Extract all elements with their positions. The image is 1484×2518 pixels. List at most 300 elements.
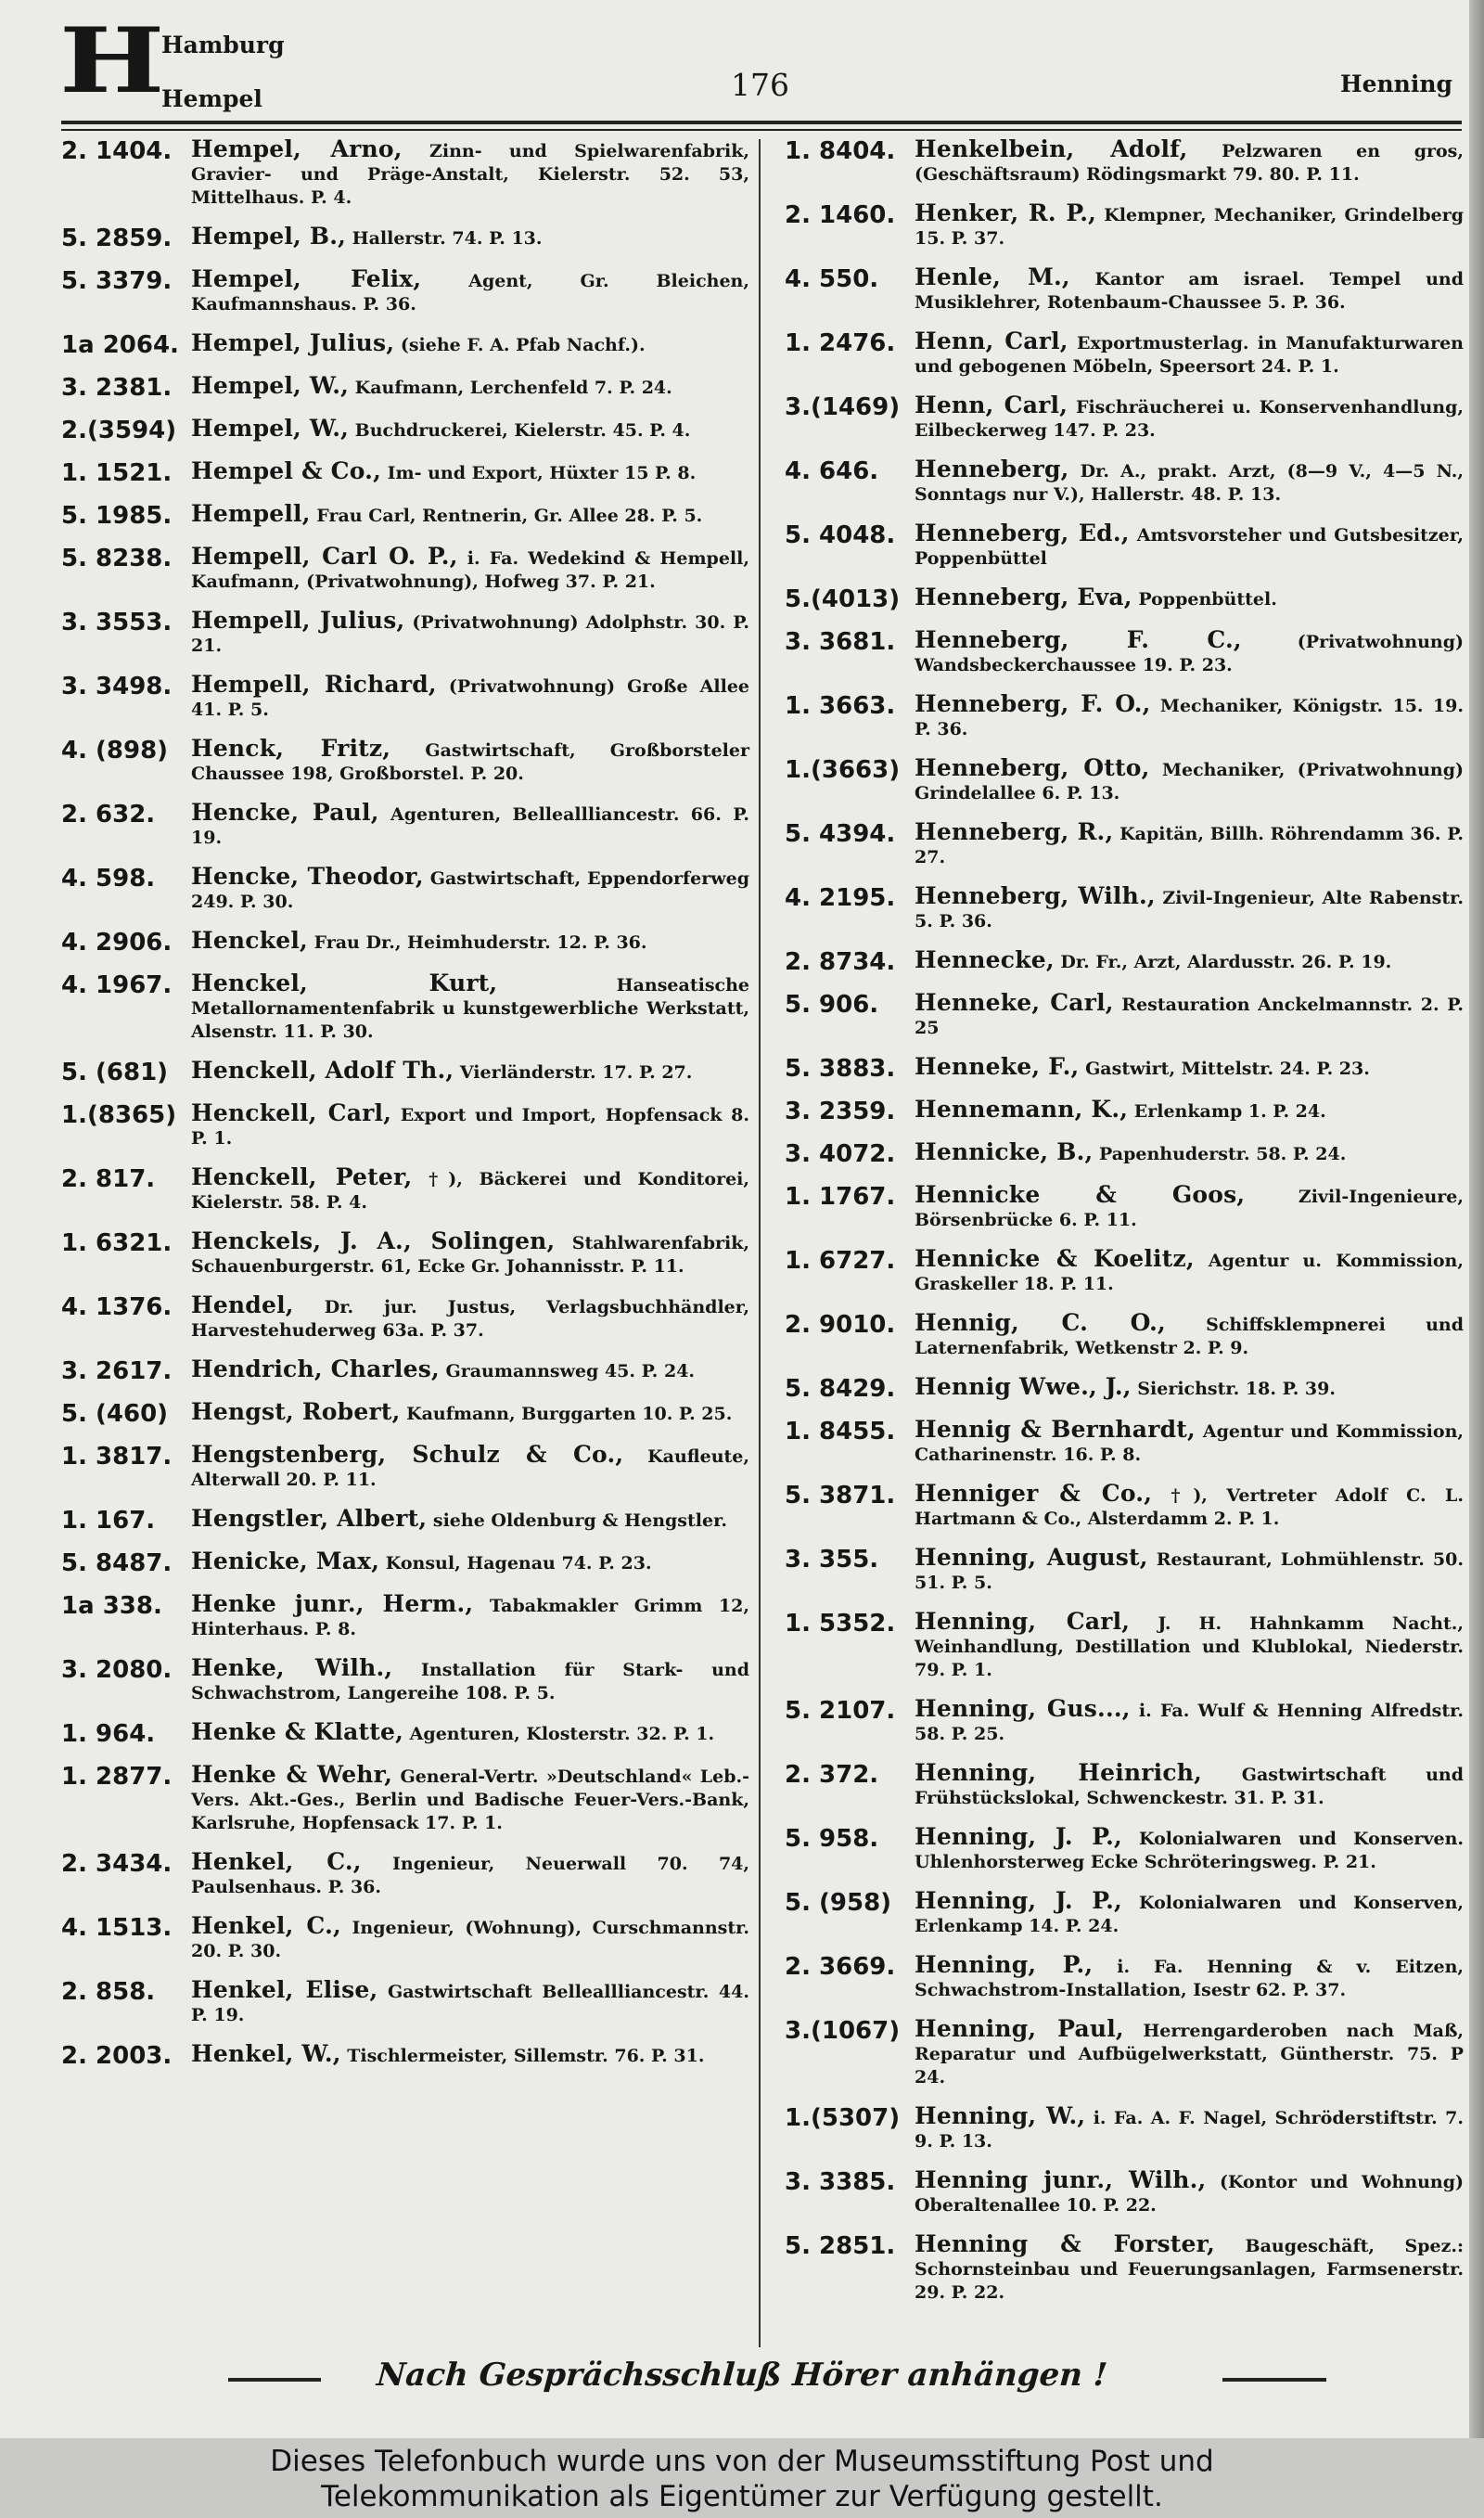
entry-text <box>915 884 1464 933</box>
subscriber-name: Henning, August, <box>915 1544 1148 1571</box>
entry-text <box>915 137 1464 186</box>
subscriber-name: Hempel, Arno, <box>191 135 403 162</box>
subscriber-details: Agentur und Kommission, Catharinenstr. 16. P. 8. <box>915 1421 1465 1465</box>
entry-text <box>915 991 1464 1040</box>
entry-text <box>915 692 1464 741</box>
entry-text <box>915 2104 1464 2153</box>
directory-entry <box>61 1101 749 1150</box>
phone-number: 4. 550. <box>785 265 879 293</box>
directory-entry <box>785 2168 1464 2217</box>
subscriber-details: i. Fa. Henning & v. Eitzen, Schwachstrom-Installation, Isestr 62. P. 37. <box>915 1957 1464 2000</box>
directory-entry <box>785 137 1464 186</box>
subscriber-name: Henning, J. P., <box>915 1887 1122 1914</box>
subscriber-details: †), Vertreter Adolf C. L. Hartmann & Co., Alsterdamm 2. P. 1. <box>915 1485 1464 1529</box>
entry-text <box>191 1165 749 1214</box>
directory-entry <box>785 1610 1464 1682</box>
subscriber-details: Graumannsweg 45. P. 24. <box>439 1361 696 1381</box>
subscriber-details: Im- und Export, Hüxter 15 P. 8. <box>380 463 697 483</box>
entry-text <box>915 1311 1464 1360</box>
header-rule-thin <box>61 129 1462 131</box>
entry-text <box>915 1953 1464 2002</box>
subscriber-details: Kolonialwaren und Konserven, Erlenkamp 14. P. 24. <box>915 1893 1464 1936</box>
subscriber-name: Hencke, Theodor, <box>191 863 424 890</box>
subscriber-details: Herrengarderoben nach Maß, Reparatur und Aufbügelwerkstatt, Güntherstr. 75. P 24. <box>915 2021 1464 2088</box>
directory-entry <box>61 609 749 658</box>
directory-entry <box>785 201 1464 251</box>
subscriber-details: Dr. jur. Justus, Verlagsbuchhändler, Harvestehuderweg 63a. P. 37. <box>191 1297 749 1341</box>
directory-entry <box>785 1183 1464 1232</box>
entry-text <box>191 1656 749 1705</box>
subscriber-details: Kolonialwaren und Konserven. Uhlenhorsterweg Ecke Schröteringsweg. P. 21. <box>915 1829 1464 1872</box>
subscriber-details: Gastwirtschaft Belleallliancestr. 44. P. 19. <box>191 1982 749 2025</box>
subscriber-details: (Privatwohnung) Große Allee 41. P. 5. <box>191 676 749 720</box>
directory-entry <box>61 1720 749 1748</box>
phone-number: 3. 4072. <box>785 1140 896 1168</box>
subscriber-name: Henning & Forster, <box>915 2230 1216 2257</box>
phone-number: 5. (958) <box>785 1889 892 1917</box>
subscriber-name: Hengstler, Albert, <box>191 1505 428 1532</box>
entry-text <box>915 2017 1464 2089</box>
page-header <box>0 0 1484 139</box>
phone-number: 5.(4013) <box>785 585 901 613</box>
phone-number: 2. 3669. <box>785 1953 896 1981</box>
subscriber-details: Gastwirtschaft und Frühstückslokal, Schwenckestr. 31. P. 31. <box>915 1765 1464 1808</box>
subscriber-name: Henneke, F., <box>915 1053 1080 1080</box>
directory-entry <box>61 459 749 487</box>
directory-entry <box>61 267 749 316</box>
directory-entry <box>61 1549 749 1577</box>
directory-entry <box>61 1229 749 1278</box>
subscriber-details: Papenhuderstr. 58. P. 24. <box>1093 1144 1347 1164</box>
entry-text <box>915 1140 1464 1168</box>
entry-text <box>915 1610 1464 1682</box>
subscriber-name: Henning, Paul, <box>915 2015 1124 2042</box>
entry-text <box>191 1978 749 2027</box>
phone-number: 5. 8429. <box>785 1375 896 1403</box>
phone-number: 1. 3663. <box>785 692 896 720</box>
directory-entry <box>61 971 749 1044</box>
directory-entry <box>61 1165 749 1214</box>
subscriber-name: Henn, Carl, <box>915 328 1068 354</box>
entry-text <box>191 417 749 444</box>
directory-entry <box>61 1443 749 1492</box>
entry-text <box>915 457 1464 507</box>
subscriber-name: Henckels, J. A., Solingen, <box>191 1227 556 1254</box>
subscriber-name: Hennig & Bernhardt, <box>915 1416 1196 1443</box>
phone-number: 2. 2003. <box>61 2042 173 2070</box>
directory-entry <box>785 1825 1464 1874</box>
subscriber-name: Hempell, Carl O. P., <box>191 543 458 570</box>
subscriber-name: Hennemann, K., <box>915 1096 1129 1123</box>
subscriber-name: Henniger & Co., <box>915 1480 1153 1507</box>
directory-entry <box>61 545 749 594</box>
entry-text <box>915 393 1464 443</box>
subscriber-details: Frau Carl, Rentnerin, Gr. Allee 28. P. 5. <box>310 506 703 526</box>
subscriber-name: Hempel, W., <box>191 372 350 399</box>
directory-entry <box>785 1375 1464 1403</box>
phone-number: 3. 2080. <box>61 1656 173 1684</box>
attribution-banner <box>0 2438 1484 2518</box>
directory-entry <box>61 502 749 530</box>
directory-entry <box>61 225 749 252</box>
subscriber-details: (siehe F. A. Pfab Nachf.). <box>394 335 646 355</box>
subscriber-details: Erlenkamp 1. P. 24. <box>1128 1101 1326 1122</box>
phone-number: 4. 1376. <box>61 1293 173 1321</box>
phone-number: 5. 3379. <box>61 267 173 295</box>
directory-entry <box>61 1914 749 1963</box>
directory-entry <box>61 417 749 444</box>
subscriber-details: Frau Dr., Heimhuderstr. 12. P. 36. <box>307 932 647 953</box>
subscriber-name: Henneberg, Wilh., <box>915 882 1156 909</box>
subscriber-name: Henckel, Kurt, <box>191 970 498 996</box>
phone-number: 1. 5352. <box>785 1610 896 1638</box>
subscriber-details: Dr. A., prakt. Arzt, (8—9 V., 4—5 N., Sonntags nur V.), Hallerstr. 48. P. 13. <box>915 461 1464 505</box>
entry-text <box>915 2168 1464 2217</box>
subscriber-name: Henning, Carl, <box>915 1608 1131 1635</box>
phone-number: 5. (681) <box>61 1059 169 1086</box>
entry-text <box>191 1850 749 1899</box>
phone-number: 1. 1521. <box>61 459 173 487</box>
subscriber-name: Henning, Heinrich, <box>915 1759 1203 1786</box>
subscriber-name: Hennicke & Goos, <box>915 1181 1246 1208</box>
header-city: Hamburg <box>161 32 285 58</box>
entry-text <box>191 929 749 957</box>
directory-entry <box>785 2232 1464 2305</box>
entry-text <box>191 1592 749 1641</box>
entry-text <box>191 545 749 594</box>
subscriber-name: Henker, R. P., <box>915 199 1097 226</box>
phone-number: 4. 2195. <box>785 884 896 912</box>
directory-entry <box>785 1140 1464 1168</box>
phone-number: 4. 2906. <box>61 929 173 957</box>
entry-text <box>191 1507 749 1535</box>
left-column <box>61 137 749 2085</box>
entry-text <box>915 329 1464 379</box>
subscriber-details: Dr. Fr., Arzt, Alardusstr. 26. P. 19. <box>1054 952 1392 972</box>
entry-text <box>915 2232 1464 2305</box>
subscriber-details: Kantor am israel. Tempel und Musiklehrer, Rotenbaum-Chaussee 5. P. 36. <box>915 269 1464 313</box>
subscriber-details: Zivil-Ingenieur, Alte Rabenstr. 5. P. 36. <box>915 888 1464 931</box>
phone-number: 5. 958. <box>785 1825 879 1853</box>
phone-number: 1. 1767. <box>785 1183 896 1211</box>
phone-number: 5. 2859. <box>61 225 173 252</box>
right-column <box>785 137 1464 2319</box>
phone-number: 1.(8365) <box>61 1101 177 1129</box>
entry-text <box>915 1697 1464 1746</box>
subscriber-name: Hempel, W., <box>191 415 350 442</box>
subscriber-name: Henle, M., <box>915 263 1070 290</box>
subscriber-details: Buchdruckerei, Kielerstr. 45. P. 4. <box>349 420 691 441</box>
entry-text <box>191 1400 749 1428</box>
phone-number: 2. 8734. <box>785 948 896 976</box>
header-last-name: Henning <box>1339 71 1452 97</box>
subscriber-details: i. Fa. Wulf & Henning Alfredstr. 58. P. 25. <box>915 1701 1464 1744</box>
subscriber-name: Hengst, Robert, <box>191 1398 401 1425</box>
subscriber-name: Henckell, Carl, <box>191 1099 392 1126</box>
directory-entry <box>785 1953 1464 2002</box>
subscriber-details: Mechaniker, (Privatwohnung) Grindelallee 6. P. 13. <box>915 760 1464 803</box>
directory-entry <box>785 1247 1464 1296</box>
subscriber-name: Henning, W., <box>915 2102 1086 2129</box>
directory-entry <box>785 1098 1464 1125</box>
subscriber-details: Kaufmann, Lerchenfeld 7. P. 24. <box>349 378 672 398</box>
phone-number: 1. 6321. <box>61 1229 173 1257</box>
directory-entry <box>61 1592 749 1641</box>
subscriber-details: Agentur u. Kommission, Graskeller 18. P. 11. <box>915 1251 1464 1294</box>
entry-text <box>191 1763 749 1835</box>
entry-text <box>191 374 749 402</box>
directory-entry <box>61 1507 749 1535</box>
phone-number: 4. 1513. <box>61 1914 173 1942</box>
subscriber-details: Hallerstr. 74. P. 13. <box>346 228 543 249</box>
phone-number: 4. 1967. <box>61 971 173 999</box>
subscriber-name: Henke & Klatte, <box>191 1718 404 1745</box>
phone-number: 3. 3681. <box>785 628 896 656</box>
directory-entry <box>61 1400 749 1428</box>
directory-entry <box>785 991 1464 1040</box>
subscriber-name: Hennecke, <box>915 946 1055 973</box>
entry-text <box>191 1549 749 1577</box>
entry-text <box>191 459 749 487</box>
subscriber-details: Kaufmann, Burggarten 10. P. 25. <box>400 1404 733 1424</box>
directory-entry <box>785 585 1464 613</box>
subscriber-name: Hempel, Felix, <box>191 265 422 292</box>
directory-entry <box>785 756 1464 805</box>
phone-number: 1. 964. <box>61 1720 156 1748</box>
directory-entry <box>61 331 749 359</box>
subscriber-name: Henning, P., <box>915 1951 1094 1978</box>
directory-entry <box>61 929 749 957</box>
entry-text <box>191 865 749 914</box>
subscriber-details: (Privatwohnung) Wandsbeckerchaussee 19. P. 23. <box>915 632 1464 675</box>
directory-entry <box>61 1978 749 2027</box>
subscriber-details: Tischlermeister, Sillemstr. 76. P. 31. <box>340 2046 705 2066</box>
subscriber-details: Installation für Stark- und Schwachstrom, Langereihe 108. P. 5. <box>191 1660 750 1703</box>
entry-text <box>915 948 1464 976</box>
directory-entry <box>785 692 1464 741</box>
subscriber-name: Henkel, C., <box>191 1848 362 1875</box>
phone-number: 3.(1067) <box>785 2017 901 2045</box>
subscriber-name: Henning junr., Wilh., <box>915 2166 1207 2193</box>
phone-number: 5. 4048. <box>785 521 896 549</box>
page-number: 176 <box>731 67 789 103</box>
subscriber-name: Henck, Fritz, <box>191 735 391 762</box>
directory-entry <box>61 801 749 850</box>
entry-text <box>191 1914 749 1963</box>
entry-text <box>915 1247 1464 1296</box>
subscriber-name: Hempell, Julius, <box>191 607 405 634</box>
phone-number: 2. 3434. <box>61 1850 173 1878</box>
phone-number: 5. 906. <box>785 991 879 1019</box>
directory-entry <box>785 329 1464 379</box>
phone-number: 1. 2476. <box>785 329 896 357</box>
scan-edge <box>1469 0 1484 2438</box>
subscriber-details: Exportmusterlag. in Manufakturwaren und gebogenen Möbeln, Speersort 24. P. 1. <box>915 333 1464 377</box>
entry-text <box>915 521 1464 571</box>
subscriber-name: Hennig Wwe., J., <box>915 1373 1132 1400</box>
phone-number: 5. 8238. <box>61 545 173 572</box>
phone-number: 4. (898) <box>61 737 169 764</box>
phone-number: 5. 4394. <box>785 820 896 848</box>
subscriber-details: Restaurant, Lohmühlenstr. 50. 51. P. 5. <box>915 1549 1464 1593</box>
subscriber-name: Henneberg, F. O., <box>915 690 1151 717</box>
entry-text <box>915 1761 1464 1810</box>
subscriber-name: Henckel, <box>191 927 308 954</box>
directory-entry <box>785 1697 1464 1746</box>
directory-entry <box>61 2042 749 2070</box>
entry-text <box>191 1059 749 1086</box>
directory-entry <box>61 865 749 914</box>
subscriber-name: Hennicke & Koelitz, <box>915 1245 1195 1272</box>
phone-number: 3. 3385. <box>785 2168 896 2196</box>
entry-text <box>915 628 1464 677</box>
directory-entry <box>785 1311 1464 1360</box>
directory-entry <box>785 457 1464 507</box>
attribution-line-1: Dieses Telefonbuch wurde uns von der Museumsstiftung Post und <box>270 2445 1214 2478</box>
subscriber-details: Zivil-Ingenieure, Börsenbrücke 6. P. 11. <box>915 1187 1464 1230</box>
directory-entry <box>785 2017 1464 2089</box>
subscriber-details: Gastwirtschaft, Großborsteler Chaussee 198, Großborstel. P. 20. <box>191 740 749 784</box>
entry-text <box>191 971 749 1044</box>
subscriber-details: Stahlwarenfabrik, Schauenburgerstr. 61, Ecke Gr. Johannisstr. P. 11. <box>191 1233 749 1277</box>
phone-number: 3. 2617. <box>61 1357 173 1385</box>
subscriber-name: Henn, Carl, <box>915 392 1068 418</box>
entry-text <box>915 1418 1464 1467</box>
directory-entry <box>785 1546 1464 1595</box>
phone-number: 1. 167. <box>61 1507 156 1535</box>
phone-number: 3.(1469) <box>785 393 901 421</box>
entry-text <box>915 1098 1464 1125</box>
entry-text <box>191 801 749 850</box>
entry-text <box>915 1482 1464 1531</box>
phone-number: 4. 646. <box>785 457 879 485</box>
subscriber-details: Export und Import, Hopfensack 8. P. 1. <box>191 1105 749 1149</box>
directory-entry <box>785 1418 1464 1467</box>
subscriber-name: Henneke, Carl, <box>915 989 1114 1016</box>
subscriber-name: Henicke, Max, <box>191 1548 380 1574</box>
entry-text <box>191 1357 749 1385</box>
directory-entry <box>61 737 749 786</box>
subscriber-name: Henke, Wilh., <box>191 1654 393 1681</box>
phone-number: 5. (460) <box>61 1400 169 1428</box>
subscriber-details: (Privatwohnung) Adolphstr. 30. P. 21. <box>191 612 749 656</box>
phone-number: 1.(5307) <box>785 2104 901 2132</box>
subscriber-name: Henkel, C., <box>191 1912 341 1939</box>
subscriber-details: Konsul, Hagenau 74. P. 23. <box>379 1553 652 1574</box>
subscriber-details: Ingenieur, (Wohnung), Curschmannstr. 20. P. 30. <box>191 1918 749 1961</box>
subscriber-name: Henkel, W., <box>191 2040 341 2067</box>
subscriber-details: Gastwirtschaft, Eppendorferweg 249. P. 30. <box>191 868 749 912</box>
subscriber-details: Poppenbüttel. <box>1132 589 1277 610</box>
entry-text <box>915 1183 1464 1232</box>
subscriber-details: Agenturen, Belleallliancestr. 66. P. 19. <box>191 804 749 848</box>
entry-text <box>191 609 749 658</box>
entry-text <box>191 502 749 530</box>
subscriber-name: Henckell, Adolf Th., <box>191 1057 454 1084</box>
subscriber-name: Henke & Wehr, <box>191 1761 393 1788</box>
entry-text <box>191 2042 749 2070</box>
subscriber-name: Hendel, <box>191 1291 294 1318</box>
subscriber-details: Zinn- und Spielwarenfabrik, Gravier- und Präge-Anstalt, Kielerstr. 52. 53, Mittelhaus. P. 4. <box>191 141 749 208</box>
subscriber-name: Henneberg, Ed., <box>915 520 1130 546</box>
phone-number: 5. 2851. <box>785 2232 896 2260</box>
subscriber-name: Henkel, Elise, <box>191 1976 378 2003</box>
directory-entry <box>785 820 1464 869</box>
subscriber-details: i. Fa. A. F. Nagel, Schröderstiftstr. 7. 9. P. 13. <box>915 2108 1464 2152</box>
phone-number: 3. 2359. <box>785 1098 896 1125</box>
entry-text <box>915 585 1464 613</box>
phone-number: 1. 2877. <box>61 1763 173 1791</box>
phone-number: 2. 9010. <box>785 1311 896 1339</box>
phone-number: 5. 3871. <box>785 1482 896 1510</box>
phone-number: 2. 858. <box>61 1978 156 2006</box>
phone-number: 1.(3663) <box>785 756 901 784</box>
phone-number: 5. 8487. <box>61 1549 173 1577</box>
directory-entry <box>785 265 1464 315</box>
subscriber-name: Henneberg, Eva, <box>915 584 1132 610</box>
subscriber-name: Henneberg, <box>915 456 1069 482</box>
subscriber-details: Gastwirt, Mittelstr. 24. P. 23. <box>1079 1059 1370 1079</box>
entry-text <box>915 201 1464 251</box>
directory-entry <box>785 2104 1464 2153</box>
header-first-name: Hempel <box>161 85 262 112</box>
subscriber-details: (Kontor und Wohnung) Oberaltenallee 10. P. 22. <box>915 2172 1464 2216</box>
subscriber-name: Henckell, Peter, <box>191 1163 413 1190</box>
phone-number: 3. 2381. <box>61 374 173 402</box>
entry-text <box>915 1825 1464 1874</box>
phone-number: 2. 1404. <box>61 137 173 165</box>
subscriber-details: Sierichstr. 18. P. 39. <box>1131 1379 1336 1399</box>
phone-number: 3. 3553. <box>61 609 173 636</box>
directory-entry <box>785 884 1464 933</box>
footer-notice: Nach Gesprächsschluß Hörer anhängen ! <box>375 2357 1109 2394</box>
footer-dash-right <box>1222 2378 1326 2382</box>
subscriber-details: Amtsvorsteher und Gutsbesitzer, Poppenbüttel <box>915 525 1464 569</box>
phone-number: 1a 338. <box>61 1592 162 1620</box>
directory-entry <box>61 1656 749 1705</box>
phone-number: 3. 355. <box>785 1546 879 1574</box>
subscriber-details: siehe Oldenburg & Hengstler. <box>427 1510 727 1531</box>
subscriber-details: Klempner, Mechaniker, Grindelberg 15. P. 37. <box>915 205 1464 249</box>
directory-entry <box>785 948 1464 976</box>
subscriber-name: Hempel & Co., <box>191 457 381 484</box>
subscriber-name: Hempell, <box>191 500 311 527</box>
directory-entry <box>785 1055 1464 1083</box>
phone-number: 1. 8455. <box>785 1418 896 1445</box>
entry-text <box>191 1293 749 1343</box>
subscriber-name: Hempel, Julius, <box>191 329 395 356</box>
subscriber-details: Schiffsklempnerei und Laternenfabrik, Wetkenstr 2. P. 9. <box>915 1315 1464 1358</box>
phone-number: 1. 3817. <box>61 1443 173 1471</box>
subscriber-details: Fischräucherei u. Konservenhandlung, Eilbeckerweg 147. P. 23. <box>915 397 1464 441</box>
entry-text <box>191 737 749 786</box>
entry-text <box>915 1375 1464 1403</box>
subscriber-details: i. Fa. Wedekind & Hempell, Kaufmann, (Privatwohnung), Hofweg 37. P. 21. <box>191 548 749 592</box>
phone-number: 5. 1985. <box>61 502 173 530</box>
subscriber-details: Agent, Gr. Bleichen, Kaufmannshaus. P. 36. <box>191 271 749 315</box>
directory-entry <box>785 1889 1464 1938</box>
subscriber-name: Henke junr., Herm., <box>191 1590 474 1617</box>
subscriber-details: Kapitän, Billh. Röhrendamm 36. P. 27. <box>915 824 1464 867</box>
entry-text <box>915 1546 1464 1595</box>
directory-entry <box>785 521 1464 571</box>
phone-number: 1. 8404. <box>785 137 896 165</box>
attribution-line-2: Telekommunikation als Eigentümer zur Verfügung gestellt. <box>321 2480 1163 2513</box>
entry-text <box>191 331 749 359</box>
entry-text <box>915 756 1464 805</box>
subscriber-name: Henneberg, Otto, <box>915 754 1150 781</box>
entry-text <box>915 820 1464 869</box>
